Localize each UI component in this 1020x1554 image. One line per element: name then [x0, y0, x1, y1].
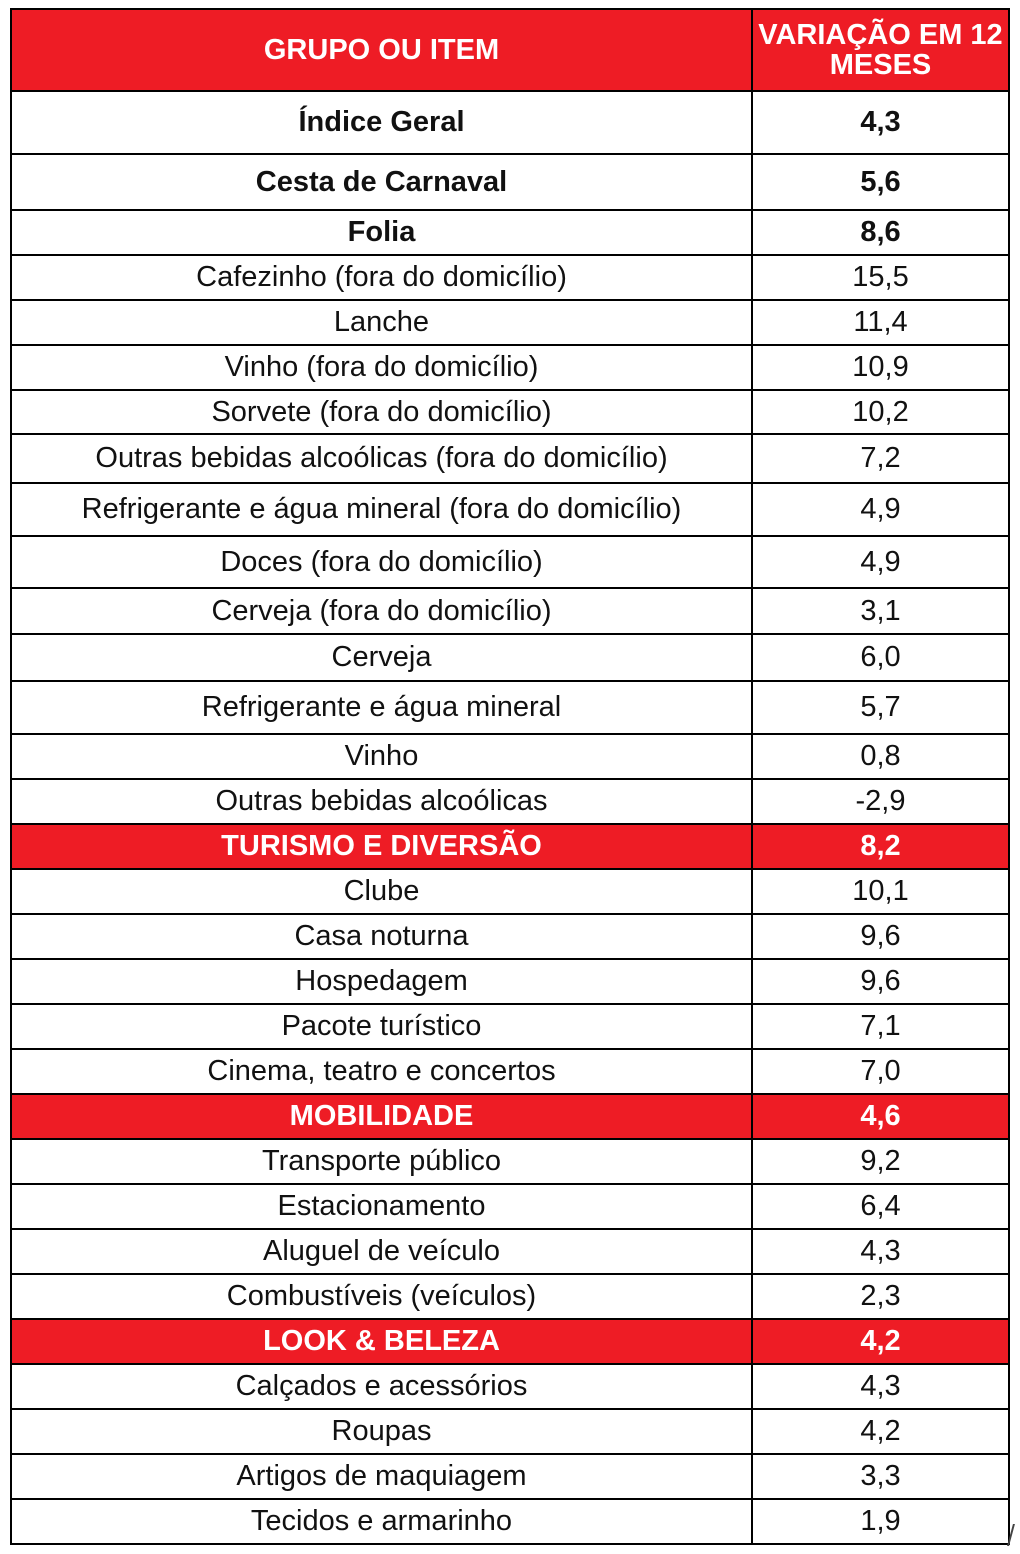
- item-variation-value: 7,1: [752, 1004, 1009, 1049]
- group-variation-value: 4,2: [752, 1319, 1009, 1364]
- item-label: Doces (fora do domicílio): [11, 536, 752, 588]
- item-variation-value: 1,9: [752, 1499, 1009, 1544]
- item-label: Roupas: [11, 1409, 752, 1454]
- group-row: [11, 1094, 1009, 1139]
- item-variation-value: -2,9: [752, 779, 1009, 824]
- item-label: Vinho: [11, 734, 752, 779]
- item-variation-value: 4,3: [752, 91, 1009, 154]
- item-label: Cafezinho (fora do domicílio): [11, 255, 752, 300]
- table-row: [11, 1004, 1009, 1049]
- item-variation-value: 11,4: [752, 300, 1009, 345]
- table-row: [11, 959, 1009, 1004]
- item-label: Transporte público: [11, 1139, 752, 1184]
- item-variation-value: 7,2: [752, 434, 1009, 483]
- item-variation-value: 0,8: [752, 734, 1009, 779]
- table-row: [11, 1409, 1009, 1454]
- table-row: [11, 914, 1009, 959]
- item-label: Estacionamento: [11, 1184, 752, 1229]
- header-row: [11, 9, 1009, 91]
- table-row: [11, 734, 1009, 779]
- item-variation-value: 6,0: [752, 634, 1009, 681]
- group-label: LOOK & BELEZA: [11, 1319, 752, 1364]
- item-variation-value: 9,2: [752, 1139, 1009, 1184]
- price-variation-table: [10, 8, 1010, 1545]
- table-row: [11, 869, 1009, 914]
- item-label: Combustíveis (veículos): [11, 1274, 752, 1319]
- item-label: Cerveja (fora do domicílio): [11, 588, 752, 634]
- item-label: Outras bebidas alcoólicas: [11, 779, 752, 824]
- item-variation-value: 5,7: [752, 681, 1009, 734]
- table-row: [11, 483, 1009, 536]
- item-variation-value: 3,1: [752, 588, 1009, 634]
- item-variation-value: 3,3: [752, 1454, 1009, 1499]
- table-row: [11, 1049, 1009, 1094]
- item-label: Sorvete (fora do domicílio): [11, 390, 752, 434]
- item-label: Casa noturna: [11, 914, 752, 959]
- item-label: Tecidos e armarinho: [11, 1499, 752, 1544]
- header-item-column: GRUPO OU ITEM: [11, 9, 752, 91]
- table-row: [11, 154, 1009, 210]
- table-row: [11, 588, 1009, 634]
- table-row: [11, 681, 1009, 734]
- item-label: Lanche: [11, 300, 752, 345]
- item-variation-value: 8,6: [752, 210, 1009, 255]
- table-row: [11, 1499, 1009, 1544]
- table-row: [11, 536, 1009, 588]
- item-variation-value: 5,6: [752, 154, 1009, 210]
- table-row: [11, 1184, 1009, 1229]
- item-variation-value: 10,1: [752, 869, 1009, 914]
- item-label: Outras bebidas alcoólicas (fora do domicílio): [11, 434, 752, 483]
- item-variation-value: 4,3: [752, 1364, 1009, 1409]
- group-variation-value: 8,2: [752, 824, 1009, 869]
- item-variation-value: 4,9: [752, 536, 1009, 588]
- item-label: Refrigerante e água mineral: [11, 681, 752, 734]
- table-row: [11, 345, 1009, 390]
- group-row: [11, 1319, 1009, 1364]
- item-variation-value: 6,4: [752, 1184, 1009, 1229]
- item-variation-value: 2,3: [752, 1274, 1009, 1319]
- table-row: [11, 91, 1009, 154]
- item-label: Folia: [11, 210, 752, 255]
- header-variation-column: VARIAÇÃO EM 12 MESES: [752, 9, 1009, 91]
- item-variation-value: 4,9: [752, 483, 1009, 536]
- item-label: Pacote turístico: [11, 1004, 752, 1049]
- table-row: [11, 1454, 1009, 1499]
- group-variation-value: 4,6: [752, 1094, 1009, 1139]
- item-label: Refrigerante e água mineral (fora do domicílio): [11, 483, 752, 536]
- item-label: Aluguel de veículo: [11, 1229, 752, 1274]
- item-variation-value: 15,5: [752, 255, 1009, 300]
- item-label: Hospedagem: [11, 959, 752, 1004]
- table-row: [11, 779, 1009, 824]
- item-variation-value: 10,2: [752, 390, 1009, 434]
- table-row: [11, 300, 1009, 345]
- item-variation-value: 4,2: [752, 1409, 1009, 1454]
- item-label: Calçados e acessórios: [11, 1364, 752, 1409]
- item-variation-value: 9,6: [752, 914, 1009, 959]
- item-label: Índice Geral: [11, 91, 752, 154]
- item-label: Vinho (fora do domicílio): [11, 345, 752, 390]
- item-variation-value: 4,3: [752, 1229, 1009, 1274]
- table-row: [11, 1139, 1009, 1184]
- table-row: [11, 210, 1009, 255]
- table-row: [11, 1274, 1009, 1319]
- item-label: Cerveja: [11, 634, 752, 681]
- table-row: [11, 1364, 1009, 1409]
- group-label: TURISMO E DIVERSÃO: [11, 824, 752, 869]
- table-row: [11, 434, 1009, 483]
- item-label: Artigos de maquiagem: [11, 1454, 752, 1499]
- item-label: Cinema, teatro e concertos: [11, 1049, 752, 1094]
- table-row: [11, 634, 1009, 681]
- item-variation-value: 7,0: [752, 1049, 1009, 1094]
- table-row: [11, 1229, 1009, 1274]
- item-variation-value: 10,9: [752, 345, 1009, 390]
- group-row: [11, 824, 1009, 869]
- table-row: [11, 390, 1009, 434]
- group-label: MOBILIDADE: [11, 1094, 752, 1139]
- table-row: [11, 255, 1009, 300]
- item-label: Cesta de Carnaval: [11, 154, 752, 210]
- item-variation-value: 9,6: [752, 959, 1009, 1004]
- item-label: Clube: [11, 869, 752, 914]
